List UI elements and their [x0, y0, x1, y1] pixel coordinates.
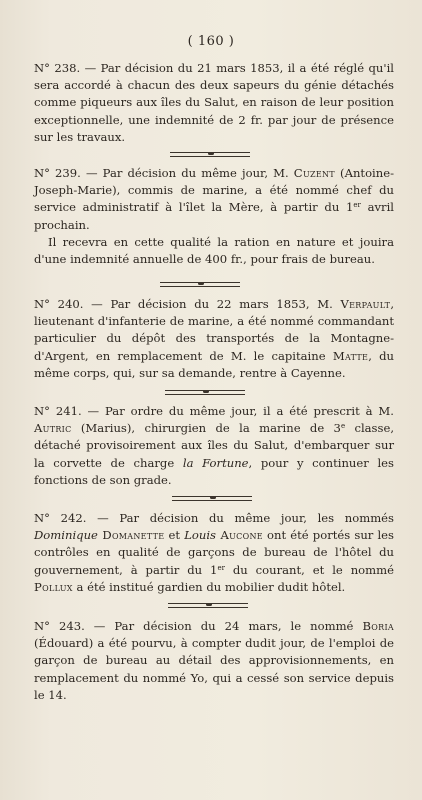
- entry-242-name1: Domanette: [97, 528, 165, 543]
- entry-242-and: et: [164, 528, 185, 543]
- entry-243-text: [34, 618, 394, 704]
- section-divider: [168, 603, 248, 608]
- entry-242-given1: Dominique: [34, 528, 98, 543]
- section-divider: [165, 390, 245, 395]
- entry-243-tail: (Édouard) a été pourvu, à compter dudit jour, de l'emploi de garçon de bureau au détail des approvisionnements, en remplacement du nommé Yo, qui a cessé son service depuis le 14.: [34, 636, 394, 702]
- entry-240: [34, 296, 394, 382]
- entry-242-body2: du courant, et le nommé: [224, 562, 394, 577]
- entry-238: [34, 60, 394, 146]
- entry-239-tail: avril prochain.: [34, 200, 394, 232]
- entry-243: [34, 618, 394, 704]
- entry-242-tail: a été institué gardien du mobilier dudit hôtel.: [72, 579, 346, 594]
- ordinal-superscript: er: [217, 563, 225, 572]
- entry-240-name: Verpault: [340, 297, 391, 311]
- section-divider: [172, 496, 252, 501]
- entry-241-body: (Marius), chirurgien de la marine de 3: [71, 421, 341, 436]
- section-divider: [160, 282, 240, 287]
- entry-239-name: Cuzent: [293, 166, 335, 180]
- entry-241-text: [34, 403, 394, 489]
- entry-240-tail: , du même corps, qui, sur sa demande, rentre à Cayenne.: [34, 348, 394, 380]
- entry-240-text: [34, 296, 394, 382]
- entry-239-lead: N° 239. — Par décision du même jour, M.: [34, 166, 294, 180]
- ordinal-superscript: e: [340, 422, 346, 431]
- entry-240-lead: N° 240. — Par décision du 22 mars 1853, M.: [34, 297, 341, 311]
- entry-242-text: [34, 510, 394, 596]
- entry-242-given2: Louis: [184, 528, 216, 543]
- entry-242-body: ont été portés sur les contrôles en qualité de garçons de bureau de l'hôtel du gouvernement, à partir du 1: [34, 528, 394, 577]
- entry-241-name: Autric: [34, 421, 72, 436]
- entry-241-lead: N° 241. — Par ordre du même jour, il a été prescrit à M.: [34, 404, 394, 418]
- entry-239: [34, 165, 394, 268]
- entry-239-second-paragraph: Il recevra en cette qualité la ration en nature et jouira d'une indemnité annuelle de 400 fr., pour frais de bureau.: [34, 234, 394, 267]
- ship-name: la Fortune: [182, 455, 249, 470]
- entry-242: [34, 510, 394, 596]
- entry-242-name3: Pollux: [34, 579, 73, 594]
- page-number: ( 160 ): [187, 34, 235, 49]
- entry-243-lead: N° 243. — Par décision du 24 mars, le nommé: [34, 619, 363, 633]
- entry-241: [34, 403, 394, 489]
- ordinal-superscript: er: [353, 201, 361, 210]
- entry-240-name2: Matte: [332, 348, 369, 363]
- section-divider: [170, 152, 250, 157]
- entry-242-lead: N° 242. — Par décision du même jour, les nommés: [34, 511, 394, 525]
- entry-239-body: (Antoine-Joseph-Marie), commis de marine, a été nommé chef du service administratif à l'îlet la Mère, à partir du 1: [34, 166, 394, 215]
- entry-240-body: , lieutenant d'infanterie de marine, a été nommé commandant particulier du dépôt des transportés de la Montagne-d'Argent, en remplacement de M. le capitaine: [34, 297, 394, 363]
- entry-239-text: [34, 165, 394, 234]
- entry-241-tail: , pour y continuer les fonctions de son grade.: [34, 455, 394, 487]
- entry-241-body2: classe, détaché provisoirement aux îles du Salut, d'embarquer sur la corvette de charge: [34, 421, 395, 470]
- entry-238-text: N° 238. — Par décision du 21 mars 1853, il a été réglé qu'il sera accordé à chacun des deux sapeurs du génie détachés comme piqueurs aux îles du Salut, en raison de leur position exceptionnelle, une indemnité de 2 fr. par jour de présence sur les travaux.: [34, 61, 394, 144]
- entry-242-name2: Aucone: [216, 528, 263, 543]
- entry-243-name: Boria: [362, 619, 394, 633]
